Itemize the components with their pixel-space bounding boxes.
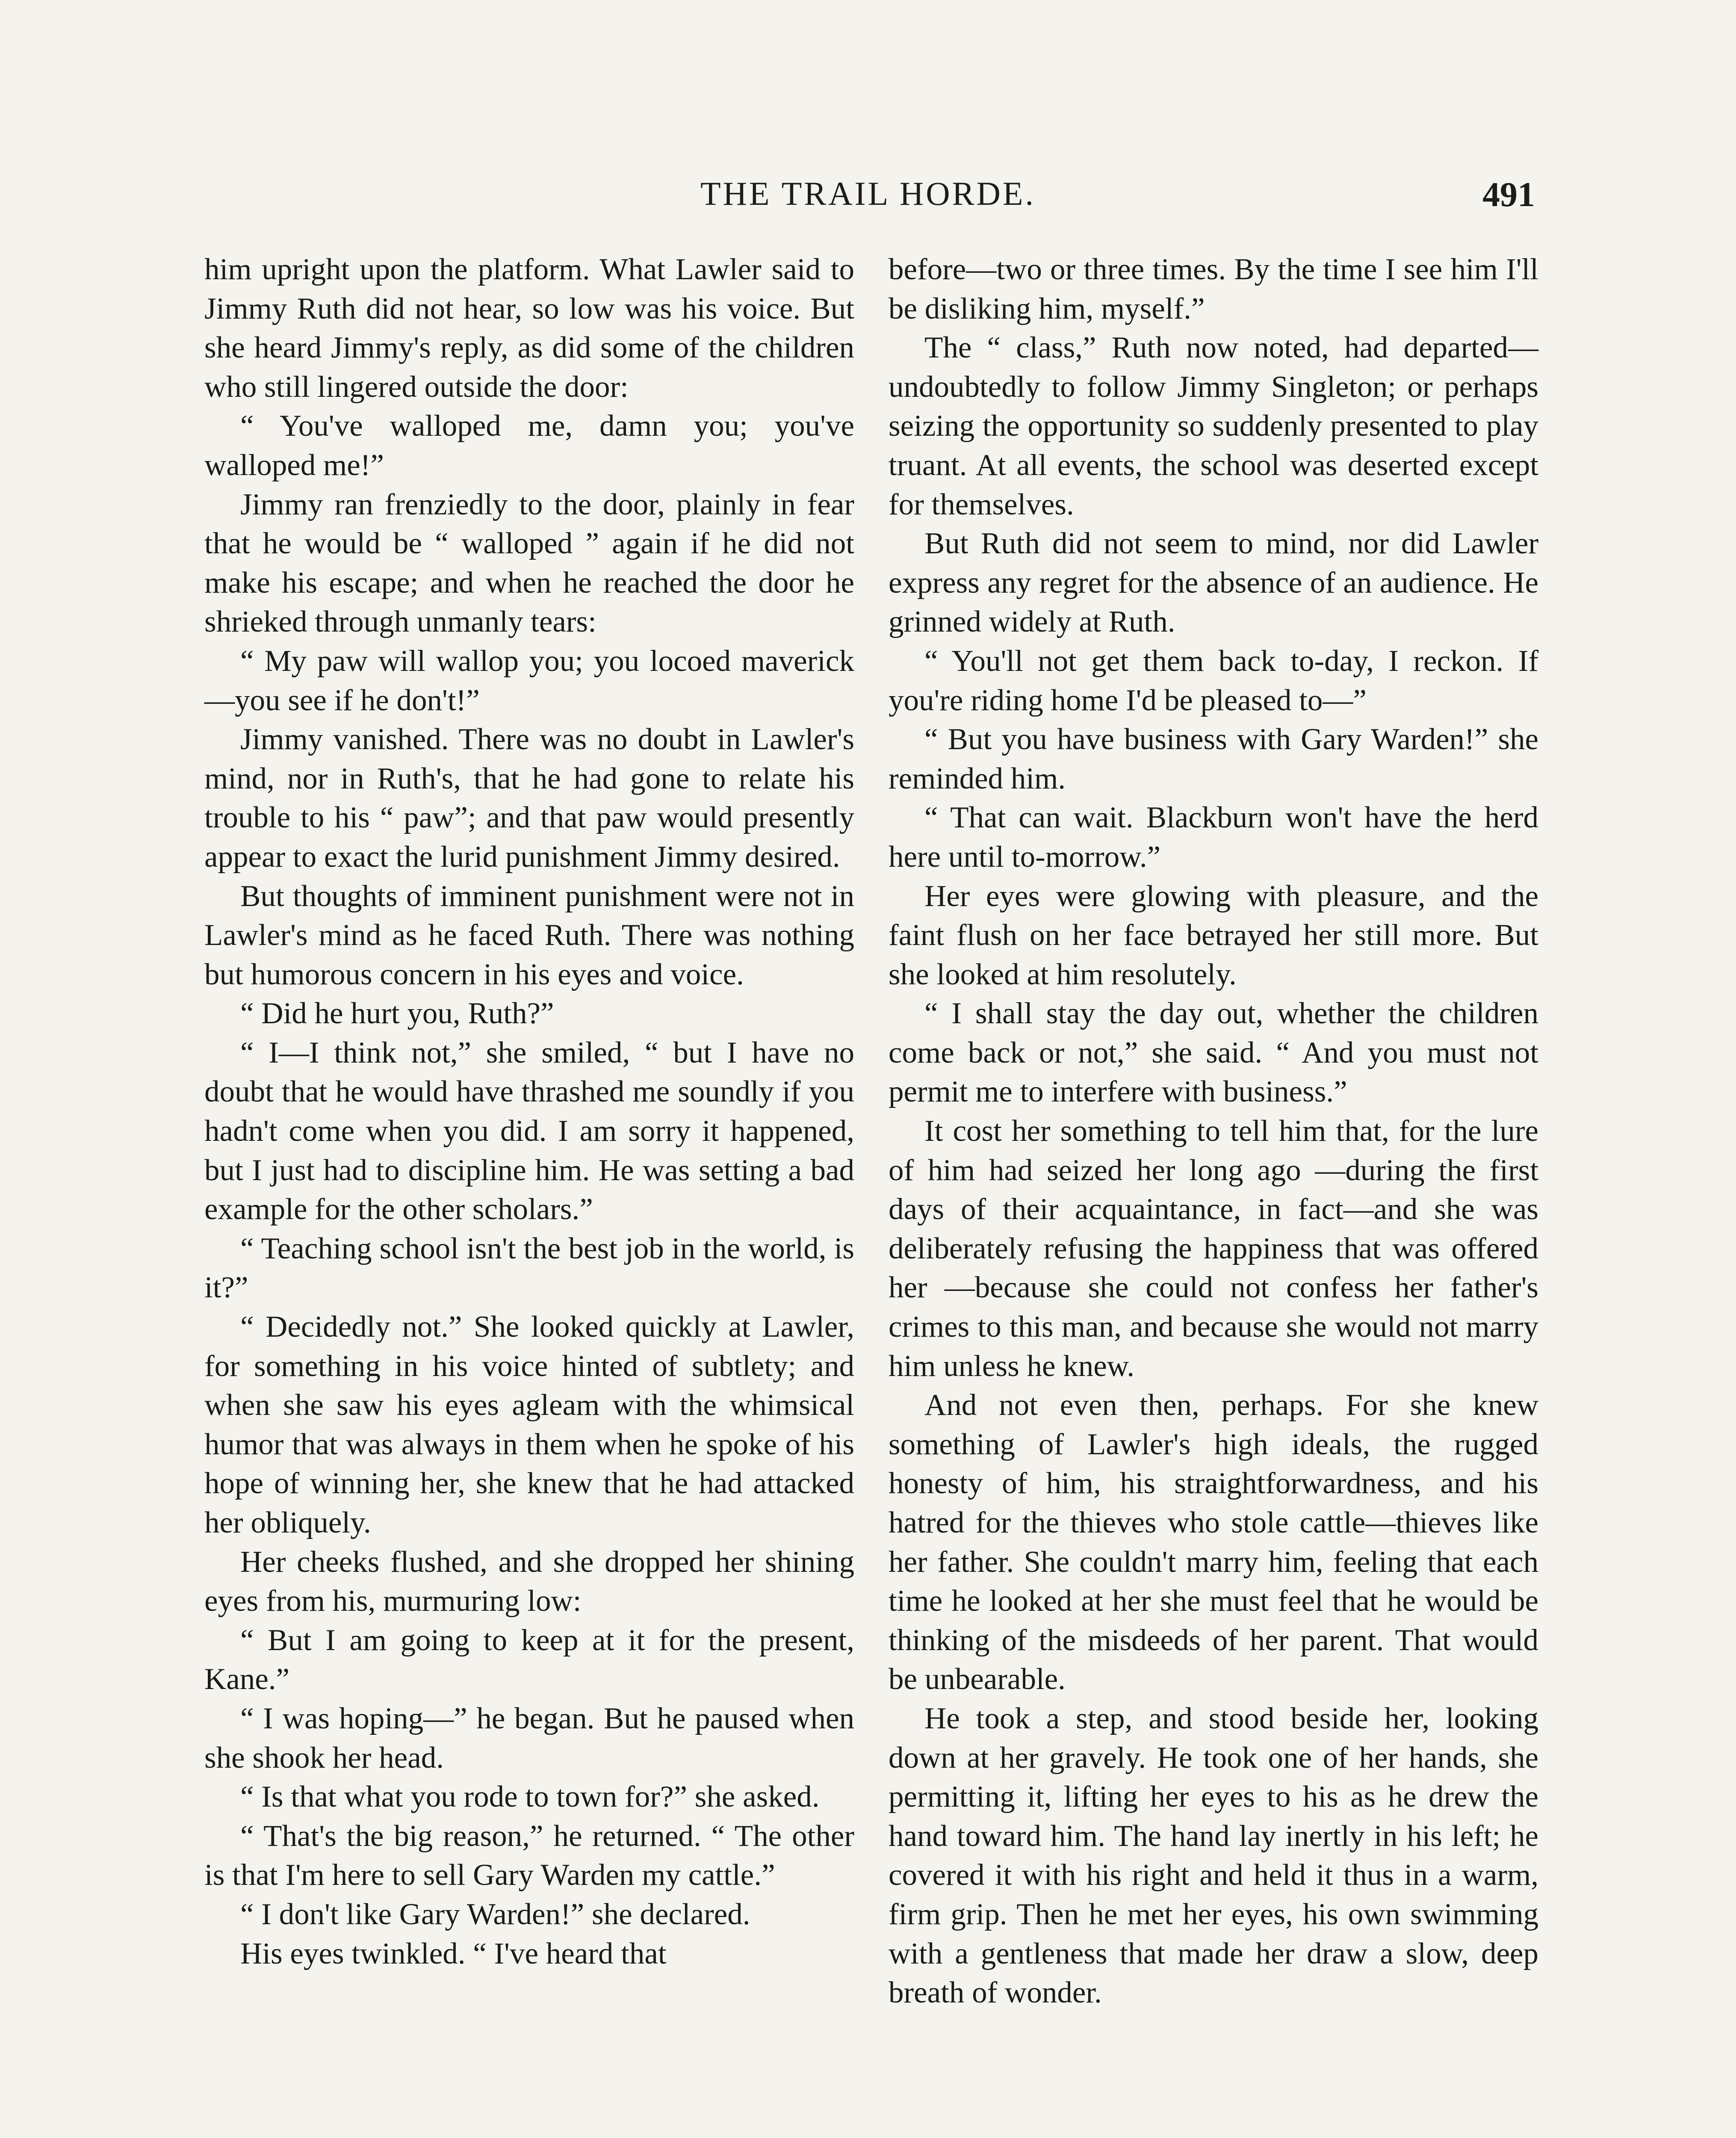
paragraph: But Ruth did not seem to mind, nor did Lawler express any regret for the absence of an audience. He grinned widely at Ruth. (889, 527, 1538, 639)
paragraph: But thoughts of imminent punishment were not in Lawler's mind as he faced Ruth. There was nothing but humorous concern in his eyes and voice. (204, 879, 854, 991)
paragraph: “ Decidedly not.” She looked quickly at Lawler, for something in his voice hinted of subtlety; and when she saw his eyes agleam with the whimsical humor that was always in them when he spoke of his hope of winning her, she knew that he had attacked her obliquely. (204, 1310, 854, 1539)
paragraph: And not even then, perhaps. For she knew something of Lawler's high ideals, the rugged honesty of him, his straightforwardness, and his hatred for the thieves who stole cattle—thieves like her father. She couldn't marry him, feeling that each time he looked at her she must feel that he would be thinking of the misdeeds of her parent. That would be unbearable. (889, 1388, 1538, 1696)
paragraph: “ That's the big reason,” he returned. “ The other is that I'm here to sell Gary Warden my cattle.” (204, 1819, 854, 1892)
paragraph: “ Did he hurt you, Ruth?” (240, 997, 554, 1031)
paragraph: “ Is that what you rode to town for?” she asked. (240, 1780, 820, 1814)
paragraph: “ I shall stay the day out, whether the children come back or not,” she said. “ And you must not permit me to interfere with business.” (889, 997, 1538, 1109)
paragraph: “ You've walloped me, damn you; you've walloped me!” (204, 409, 854, 482)
paragraph: Her eyes were glowing with pleasure, and the faint flush on her face betrayed her still more. But she looked at him resolutely. (889, 879, 1538, 991)
paragraph: him upright upon the platform. What Lawler said to Jimmy Ruth did not hear, so low was his voice. But she heard Jimmy's reply, as did some of the children who still lingered outside the door: (204, 253, 854, 404)
paragraph: before—two or three times. By the time I see him I'll be disliking him, myself.” (889, 253, 1538, 325)
paragraph: The “ class,” Ruth now noted, had departed—undoubtedly to follow Jimmy Singleton; or perhaps seizing the opportunity so suddenly presented to play truant. At all events, the school was deserted except for themselves. (889, 331, 1538, 521)
paragraph: “ That can wait. Blackburn won't have the herd here until to-morrow.” (889, 801, 1538, 874)
paragraph: Her cheeks flushed, and she dropped her shining eyes from his, murmuring low: (204, 1545, 854, 1618)
paragraph: “ You'll not get them back to-day, I reckon. If you're riding home I'd be pleased to—” (889, 644, 1538, 717)
running-title: THE TRAIL HORDE. (700, 175, 1036, 212)
paragraph: “ My paw will wallop you; you locoed maverick—you see if he don't!” (204, 644, 854, 717)
paragraph: “ But you have business with Gary Warden!” she reminded him. (889, 723, 1538, 795)
page-number: 491 (1482, 175, 1535, 214)
paragraph: “ I—I think not,” she smiled, “ but I have no doubt that he would have thrashed me soundly if you hadn't come when you did. I am sorry it happened, but I just had to discipline him. He was setting a bad example for the other scholars.” (204, 1036, 854, 1226)
paragraph: His eyes twinkled. “ I've heard that (240, 1937, 667, 1970)
left-text-column (204, 250, 854, 1973)
right-text-column (889, 250, 1538, 2013)
paragraph: “ Teaching school isn't the best job in the world, is it?” (204, 1231, 854, 1305)
page-header (201, 174, 1535, 221)
paragraph: Jimmy ran frenziedly to the door, plainly in fear that he would be “ walloped ” again if he did not make his escape; and when he reached the door he shrieked through unmanly tears: (204, 487, 854, 639)
paragraph: “ I don't like Gary Warden!” she declared. (240, 1897, 750, 1931)
paragraph: “ I was hoping—” he began. But he paused when she shook her head. (204, 1701, 854, 1775)
paragraph: It cost her something to tell him that, for the lure of him had seized her long ago —during the first days of their acquaintance, in fact—and she was deliberately refusing the happiness that was offered her —because she could not confess her father's crimes to this man, and because she would not marry him unless he knew. (889, 1114, 1538, 1383)
paragraph: “ But I am going to keep at it for the present, Kane.” (204, 1623, 854, 1696)
paragraph: He took a step, and stood beside her, looking down at her gravely. He took one of her hands, she permitting it, lifting her eyes to his as he drew the hand toward him. The hand lay inertly in his left; he covered it with his right and held it thus in a warm, firm grip. Then he met her eyes, his own swimming with a gentleness that made her draw a slow, deep breath of wonder. (889, 1701, 1538, 2010)
paragraph: Jimmy vanished. There was no doubt in Lawler's mind, nor in Ruth's, that he had gone to relate his trouble to his “ paw”; and that paw would presently appear to exact the lurid punishment Jimmy desired. (204, 723, 854, 874)
